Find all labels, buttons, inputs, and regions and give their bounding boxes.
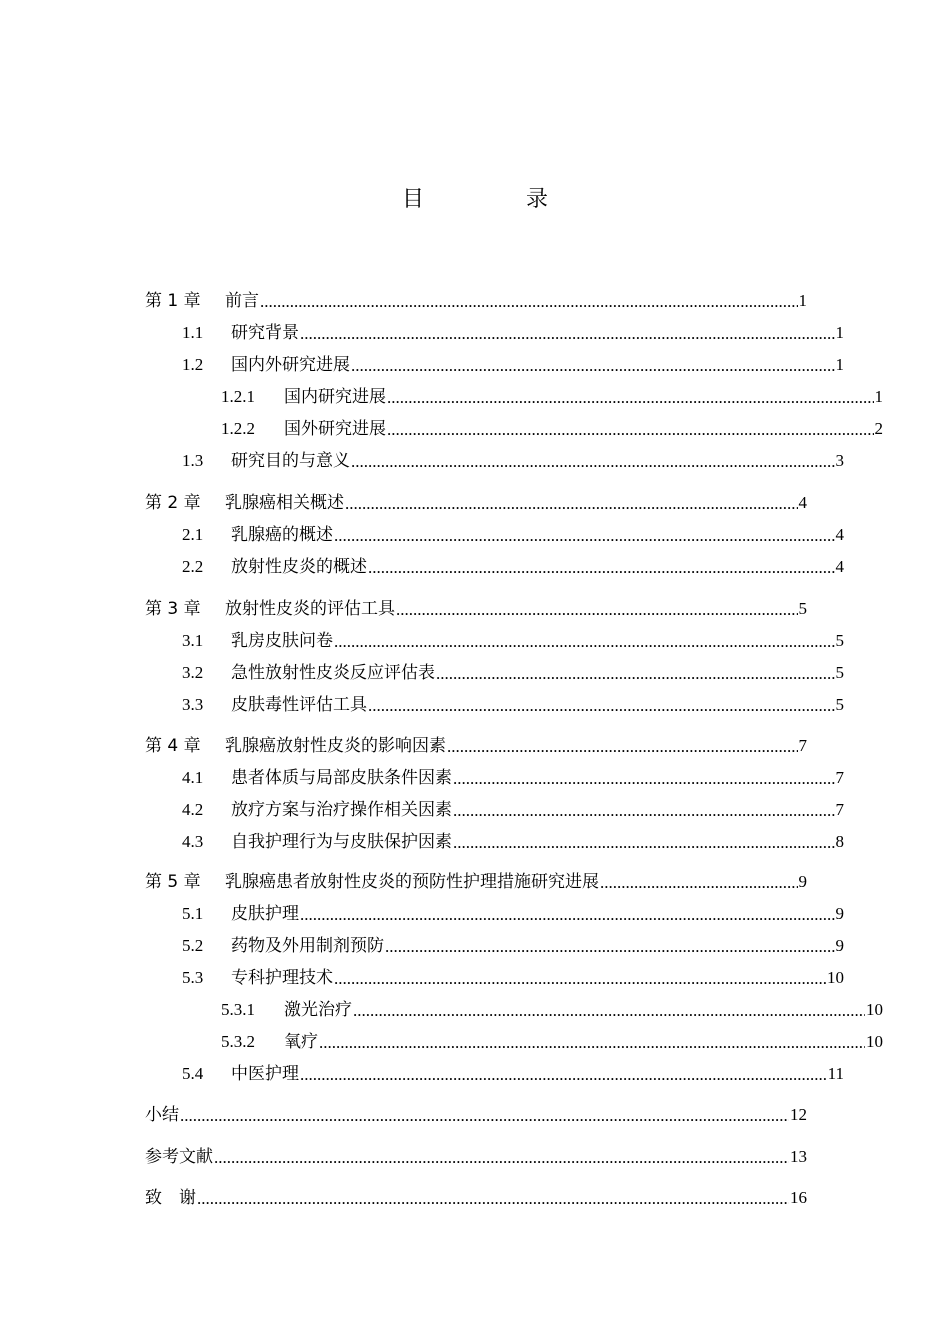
toc-entry-label: 皮肤护理	[231, 904, 299, 923]
toc-entry-page-number: 11	[827, 1064, 844, 1083]
toc-leader-dots	[300, 1062, 827, 1086]
toc-entry-number: 第 2 章	[145, 493, 201, 513]
toc-title: 目 录	[401, 187, 588, 212]
toc-leader-dots	[387, 417, 874, 441]
toc-entry[interactable]	[145, 798, 844, 822]
toc-entry-number: 5.2	[182, 936, 204, 955]
toc-leader-dots	[453, 766, 835, 790]
toc-leader-dots	[334, 966, 826, 990]
toc-entry-page-number: 4	[798, 493, 807, 512]
toc-entry-number: 1.2.2	[221, 419, 255, 438]
toc-entry[interactable]	[145, 353, 844, 377]
toc-entry[interactable]	[145, 629, 844, 653]
toc-entry-label: 前言	[225, 291, 259, 311]
toc-entry-label: 激光治疗	[284, 1000, 352, 1019]
toc-entry-label: 研究背景	[231, 323, 299, 342]
toc-leader-dots	[214, 1145, 789, 1169]
toc-entry-page-number: 9	[835, 904, 844, 923]
toc-entry-label: 乳房皮肤问卷	[231, 631, 333, 650]
toc-entry-page-number: 10	[866, 1000, 883, 1019]
toc-entry-label: 研究目的与意义	[231, 451, 350, 470]
toc-leader-dots	[387, 385, 874, 409]
toc-entry-number: 1.3	[182, 451, 204, 470]
toc-entry-page-number: 2	[874, 419, 883, 438]
toc-entry-label: 国内研究进展	[284, 387, 386, 406]
toc-entry-page-number: 5	[798, 599, 807, 618]
toc-leader-dots	[334, 523, 835, 547]
toc-leader-dots	[351, 449, 835, 473]
toc-entry-label: 参考文献	[145, 1147, 213, 1167]
toc-entry-page-number: 1	[874, 387, 883, 406]
toc-entry-page-number: 7	[798, 736, 807, 755]
toc-entry-number: 4.3	[182, 832, 204, 851]
toc-entry-number: 5.3.2	[221, 1032, 255, 1051]
toc-entry-label: 专科护理技术	[231, 968, 333, 987]
toc-entry-page-number: 10	[827, 968, 844, 987]
toc-entry-page-number: 5	[835, 663, 844, 682]
toc-entry-page-number: 3	[835, 451, 844, 470]
toc-entry-label: 乳腺癌相关概述	[225, 493, 344, 513]
toc-leader-dots	[180, 1103, 789, 1127]
toc-leader-dots	[300, 902, 835, 926]
toc-entry[interactable]	[145, 830, 844, 854]
toc-entry[interactable]	[145, 661, 844, 685]
toc-entry[interactable]	[145, 1103, 807, 1127]
toc-entry-number: 4.1	[182, 768, 204, 787]
toc-leader-dots	[197, 1186, 789, 1210]
toc-entry-page-number: 10	[866, 1032, 883, 1051]
toc-entry[interactable]	[145, 1186, 807, 1210]
toc-entry-label: 氧疗	[284, 1032, 318, 1051]
toc-entry[interactable]	[145, 417, 883, 441]
toc-entry-number: 5.4	[182, 1064, 204, 1083]
toc-leader-dots	[334, 629, 835, 653]
toc-entry-page-number: 5	[835, 631, 844, 650]
toc-entry[interactable]	[145, 523, 844, 547]
toc-entry-label: 药物及外用制剂预防	[231, 936, 384, 955]
toc-entry-label: 急性放射性皮炎反应评估表	[231, 663, 435, 682]
toc-leader-dots	[447, 734, 798, 758]
toc-entry-page-number: 7	[835, 800, 844, 819]
toc-entry-number: 4.2	[182, 800, 204, 819]
toc-entry-number: 1.2.1	[221, 387, 255, 406]
toc-entry-number: 3.1	[182, 631, 204, 650]
toc-entry[interactable]	[145, 934, 844, 958]
toc-entry[interactable]	[145, 1030, 883, 1054]
toc-entry-page-number: 9	[798, 872, 807, 891]
toc-leader-dots	[368, 555, 835, 579]
toc-entry-page-number: 1	[798, 291, 807, 310]
toc-leader-dots	[385, 934, 835, 958]
toc-entry-label: 乳腺癌放射性皮炎的影响因素	[225, 736, 446, 756]
toc-entry-page-number: 13	[790, 1147, 807, 1166]
toc-entry-number: 第 5 章	[145, 872, 201, 892]
toc-entry[interactable]	[145, 555, 844, 579]
toc-entry-number: 5.1	[182, 904, 204, 923]
toc-entry[interactable]	[145, 449, 844, 473]
toc-entry-label: 皮肤毒性评估工具	[231, 695, 367, 714]
toc-entry-page-number: 7	[835, 768, 844, 787]
toc-entry-label: 国外研究进展	[284, 419, 386, 438]
toc-entry-label: 小结	[145, 1105, 179, 1125]
toc-entry-label: 患者体质与局部皮肤条件因素	[231, 768, 452, 787]
toc-entry[interactable]	[145, 1062, 844, 1086]
toc-leader-dots	[260, 289, 798, 313]
toc-entry[interactable]	[145, 289, 807, 313]
toc-leader-dots	[396, 597, 798, 621]
toc-entry-label: 自我护理行为与皮肤保护因素	[231, 832, 452, 851]
toc-leader-dots	[300, 321, 835, 345]
toc-entry[interactable]	[145, 385, 883, 409]
toc-leader-dots	[353, 998, 865, 1022]
toc-leader-dots	[600, 870, 798, 894]
toc-entry[interactable]	[145, 491, 807, 515]
toc-entry[interactable]	[145, 966, 844, 990]
toc-entry-label: 放射性皮炎的概述	[231, 557, 367, 576]
toc-entry-number: 3.2	[182, 663, 204, 682]
toc-entry-page-number: 1	[835, 355, 844, 374]
toc-entry-label: 国内外研究进展	[231, 355, 350, 374]
toc-entry-label: 致 谢	[145, 1188, 196, 1208]
toc-entry-page-number: 12	[790, 1105, 807, 1124]
toc-entry-page-number: 5	[835, 695, 844, 714]
toc-leader-dots	[453, 798, 835, 822]
toc-leader-dots	[345, 491, 798, 515]
toc-entry[interactable]	[145, 902, 844, 926]
toc-entry[interactable]	[145, 1145, 807, 1169]
toc-entry-number: 3.3	[182, 695, 204, 714]
toc-entry-number: 5.3.1	[221, 1000, 255, 1019]
toc-entry-number: 1.2	[182, 355, 204, 374]
toc-entry-number: 2.1	[182, 525, 204, 544]
toc-entry-label: 乳腺癌的概述	[231, 525, 333, 544]
toc-entry-page-number: 4	[835, 525, 844, 544]
toc-entry[interactable]	[145, 693, 844, 717]
toc-entry-label: 乳腺癌患者放射性皮炎的预防性护理措施研究进展	[225, 872, 599, 892]
toc-entry-label: 放射性皮炎的评估工具	[225, 599, 395, 619]
toc-entry-page-number: 16	[790, 1188, 807, 1207]
toc-entry[interactable]	[145, 321, 844, 345]
toc-entry[interactable]	[145, 734, 807, 758]
toc-entry-number: 5.3	[182, 968, 204, 987]
toc-leader-dots	[351, 353, 835, 377]
toc-entry-label: 放疗方案与治疗操作相关因素	[231, 800, 452, 819]
toc-entry[interactable]	[145, 998, 883, 1022]
toc-entry-page-number: 4	[835, 557, 844, 576]
toc-entry-number: 2.2	[182, 557, 204, 576]
toc-entry-label: 中医护理	[231, 1064, 299, 1083]
toc-leader-dots	[453, 830, 835, 854]
toc-entry[interactable]	[145, 597, 807, 621]
toc-entry-number: 1.1	[182, 323, 204, 342]
toc-entry-number: 第 1 章	[145, 291, 201, 311]
toc-entry-page-number: 9	[835, 936, 844, 955]
toc-entry-page-number: 8	[835, 832, 844, 851]
toc-entry-number: 第 3 章	[145, 599, 201, 619]
toc-entry[interactable]	[145, 766, 844, 790]
toc-leader-dots	[436, 661, 835, 685]
toc-entry[interactable]	[145, 870, 807, 894]
toc-leader-dots	[319, 1030, 865, 1054]
toc-entry-page-number: 1	[835, 323, 844, 342]
toc-leader-dots	[368, 693, 835, 717]
toc-entry-number: 第 4 章	[145, 736, 201, 756]
